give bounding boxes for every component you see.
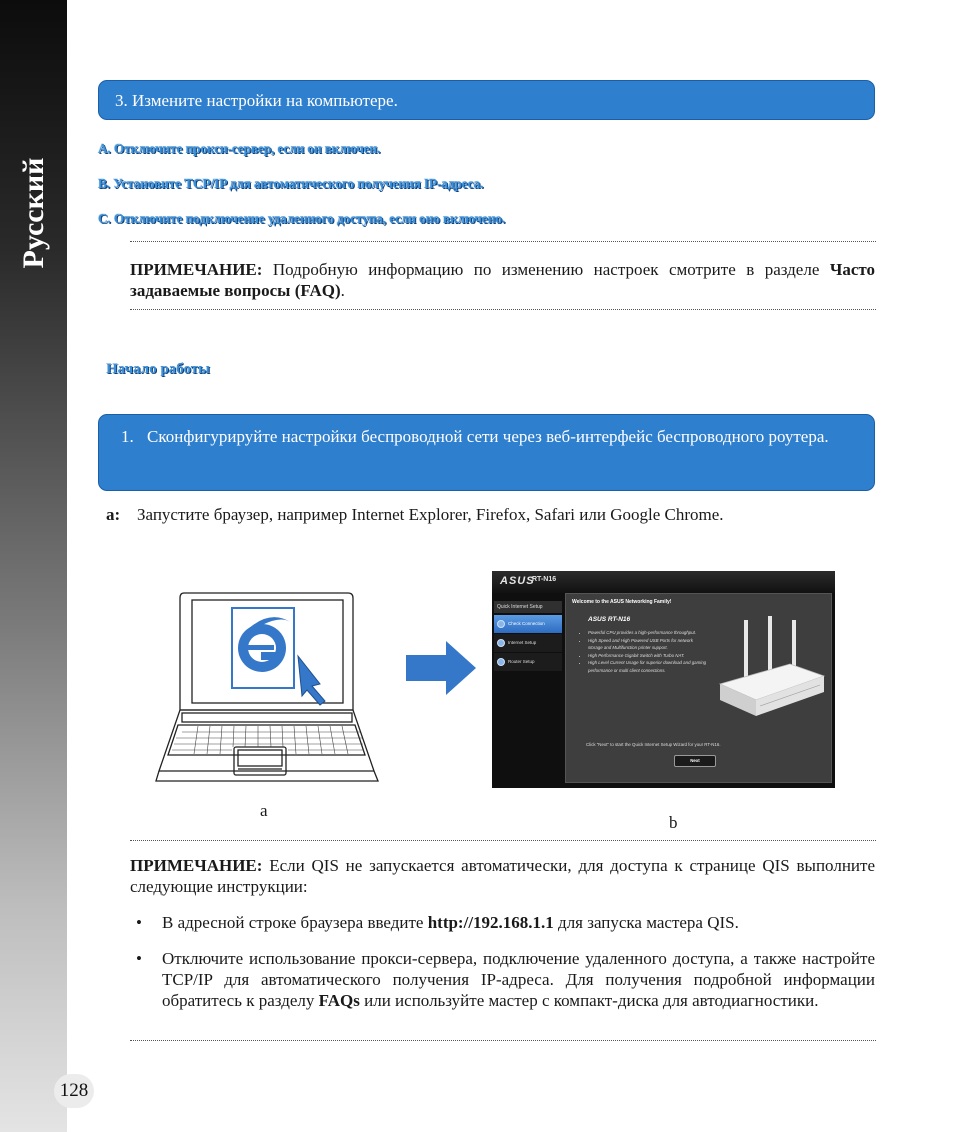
router-address: http://192.168.1.1 bbox=[427, 913, 554, 932]
note-label: ПРИМЕЧАНИЕ: bbox=[130, 260, 263, 279]
caption-b: b bbox=[669, 813, 678, 832]
feature-item: • Powerful CPU provides a high-performance throughput. bbox=[588, 629, 708, 637]
step3-banner bbox=[98, 80, 875, 120]
note-text: Если QIS не запускается автоматически, для доступа к странице QIS выполните следующие инструкции: bbox=[130, 856, 875, 896]
divider bbox=[130, 1040, 876, 1041]
bullet-text: В адресной строке браузера введите bbox=[162, 913, 428, 932]
section-title: Начало работы bbox=[106, 361, 210, 377]
bullet-text: для запуска мастера QIS. bbox=[553, 913, 739, 932]
setting-a: A. Отключите прокси-сервер, если он включен. bbox=[98, 141, 381, 156]
step-a-label: a: bbox=[106, 505, 121, 524]
welcome-heading: Welcome to the ASUS Networking Family! bbox=[572, 599, 672, 605]
faqs-link: FAQs bbox=[318, 991, 360, 1010]
step-icon bbox=[497, 639, 505, 647]
step-a-text: Запустите браузер, например Internet Explorer, Firefox, Safari или Google Chrome. bbox=[137, 505, 724, 524]
nav-label: Check Connection bbox=[508, 621, 545, 626]
bullet-item bbox=[136, 912, 875, 933]
note-faq bbox=[130, 259, 875, 301]
asus-logo: ASUS bbox=[500, 575, 535, 587]
next-button[interactable]: Next bbox=[674, 755, 716, 767]
feature-item: • High Performance Gigabit Switch with Turbo NAT. bbox=[588, 652, 708, 660]
note-label: ПРИМЕЧАНИЕ: bbox=[130, 856, 263, 875]
nav-label: Internet Setup bbox=[508, 640, 537, 645]
qis-nav bbox=[492, 601, 562, 691]
wizard-hint: Click "Next" to start the Quick Internet Setup Wizard for your RT-N16. bbox=[586, 742, 721, 747]
nav-router-setup[interactable] bbox=[494, 653, 562, 671]
bullet-icon: • bbox=[136, 949, 142, 968]
note-text: Подробную информацию по изменению настроек смотрите в разделе bbox=[262, 260, 830, 279]
page-number: 128 bbox=[54, 1074, 94, 1108]
setting-b: B. Установите TCP/IP для автоматического получения IP-адреса. bbox=[98, 176, 484, 191]
right-arrow-icon bbox=[406, 641, 476, 695]
internet-explorer-icon bbox=[232, 608, 294, 688]
feature-list bbox=[582, 629, 708, 675]
divider bbox=[130, 309, 876, 310]
step1-text: Сконфигурируйте настройки беспроводной сети через веб-интерфейс беспроводного роутера. bbox=[147, 427, 829, 446]
model-name: RT-N16 bbox=[532, 576, 557, 583]
feature-item: • High Speed and High Powered USB Ports for network storage and Multifunction printer support. bbox=[588, 637, 708, 652]
note-faq-link: Часто задаваемые вопросы (FAQ) bbox=[130, 260, 875, 300]
bullet-text: Отключите использование прокси-сервера, подключение удаленного доступа, а также настройте TCP/IP для автоматического получения IP-адреса. Для получения подробной информации обратитесь к разделу bbox=[162, 949, 875, 1010]
step-icon bbox=[497, 620, 505, 628]
nav-label: Router Setup bbox=[508, 659, 535, 664]
qis-nav-header: Quick Internet Setup bbox=[494, 601, 562, 613]
bullet-text: или используйте мастер с компакт-диска для автодиагностики. bbox=[359, 991, 819, 1010]
step3-text: 3. Измените настройки на компьютере. bbox=[115, 91, 398, 110]
language-title: Русский bbox=[17, 157, 50, 269]
laptop-illustration bbox=[150, 585, 386, 791]
router-image bbox=[716, 614, 826, 724]
step-icon bbox=[497, 658, 505, 666]
step-a bbox=[106, 505, 724, 525]
welcome-panel bbox=[565, 593, 832, 783]
divider bbox=[130, 840, 876, 841]
language-sidebar bbox=[0, 0, 67, 1132]
step1-number: 1. bbox=[121, 427, 134, 446]
bullet-icon: • bbox=[136, 913, 142, 932]
router-qis-screenshot bbox=[492, 571, 835, 788]
caption-a: a bbox=[260, 801, 268, 820]
bullet-item bbox=[136, 948, 875, 1011]
divider bbox=[130, 241, 876, 242]
product-title: ASUS RT-N16 bbox=[588, 616, 631, 623]
setting-c: C. Отключите подключение удаленного доступа, если оно включено. bbox=[98, 211, 506, 226]
nav-check-connection[interactable] bbox=[494, 615, 562, 633]
nav-internet-setup[interactable] bbox=[494, 634, 562, 652]
note-qis bbox=[130, 855, 875, 897]
note-end: . bbox=[340, 281, 345, 300]
step1-banner bbox=[98, 414, 875, 491]
feature-item: • High Level Current Usage for superior download and gaming performance or multi client connections. bbox=[588, 659, 708, 674]
